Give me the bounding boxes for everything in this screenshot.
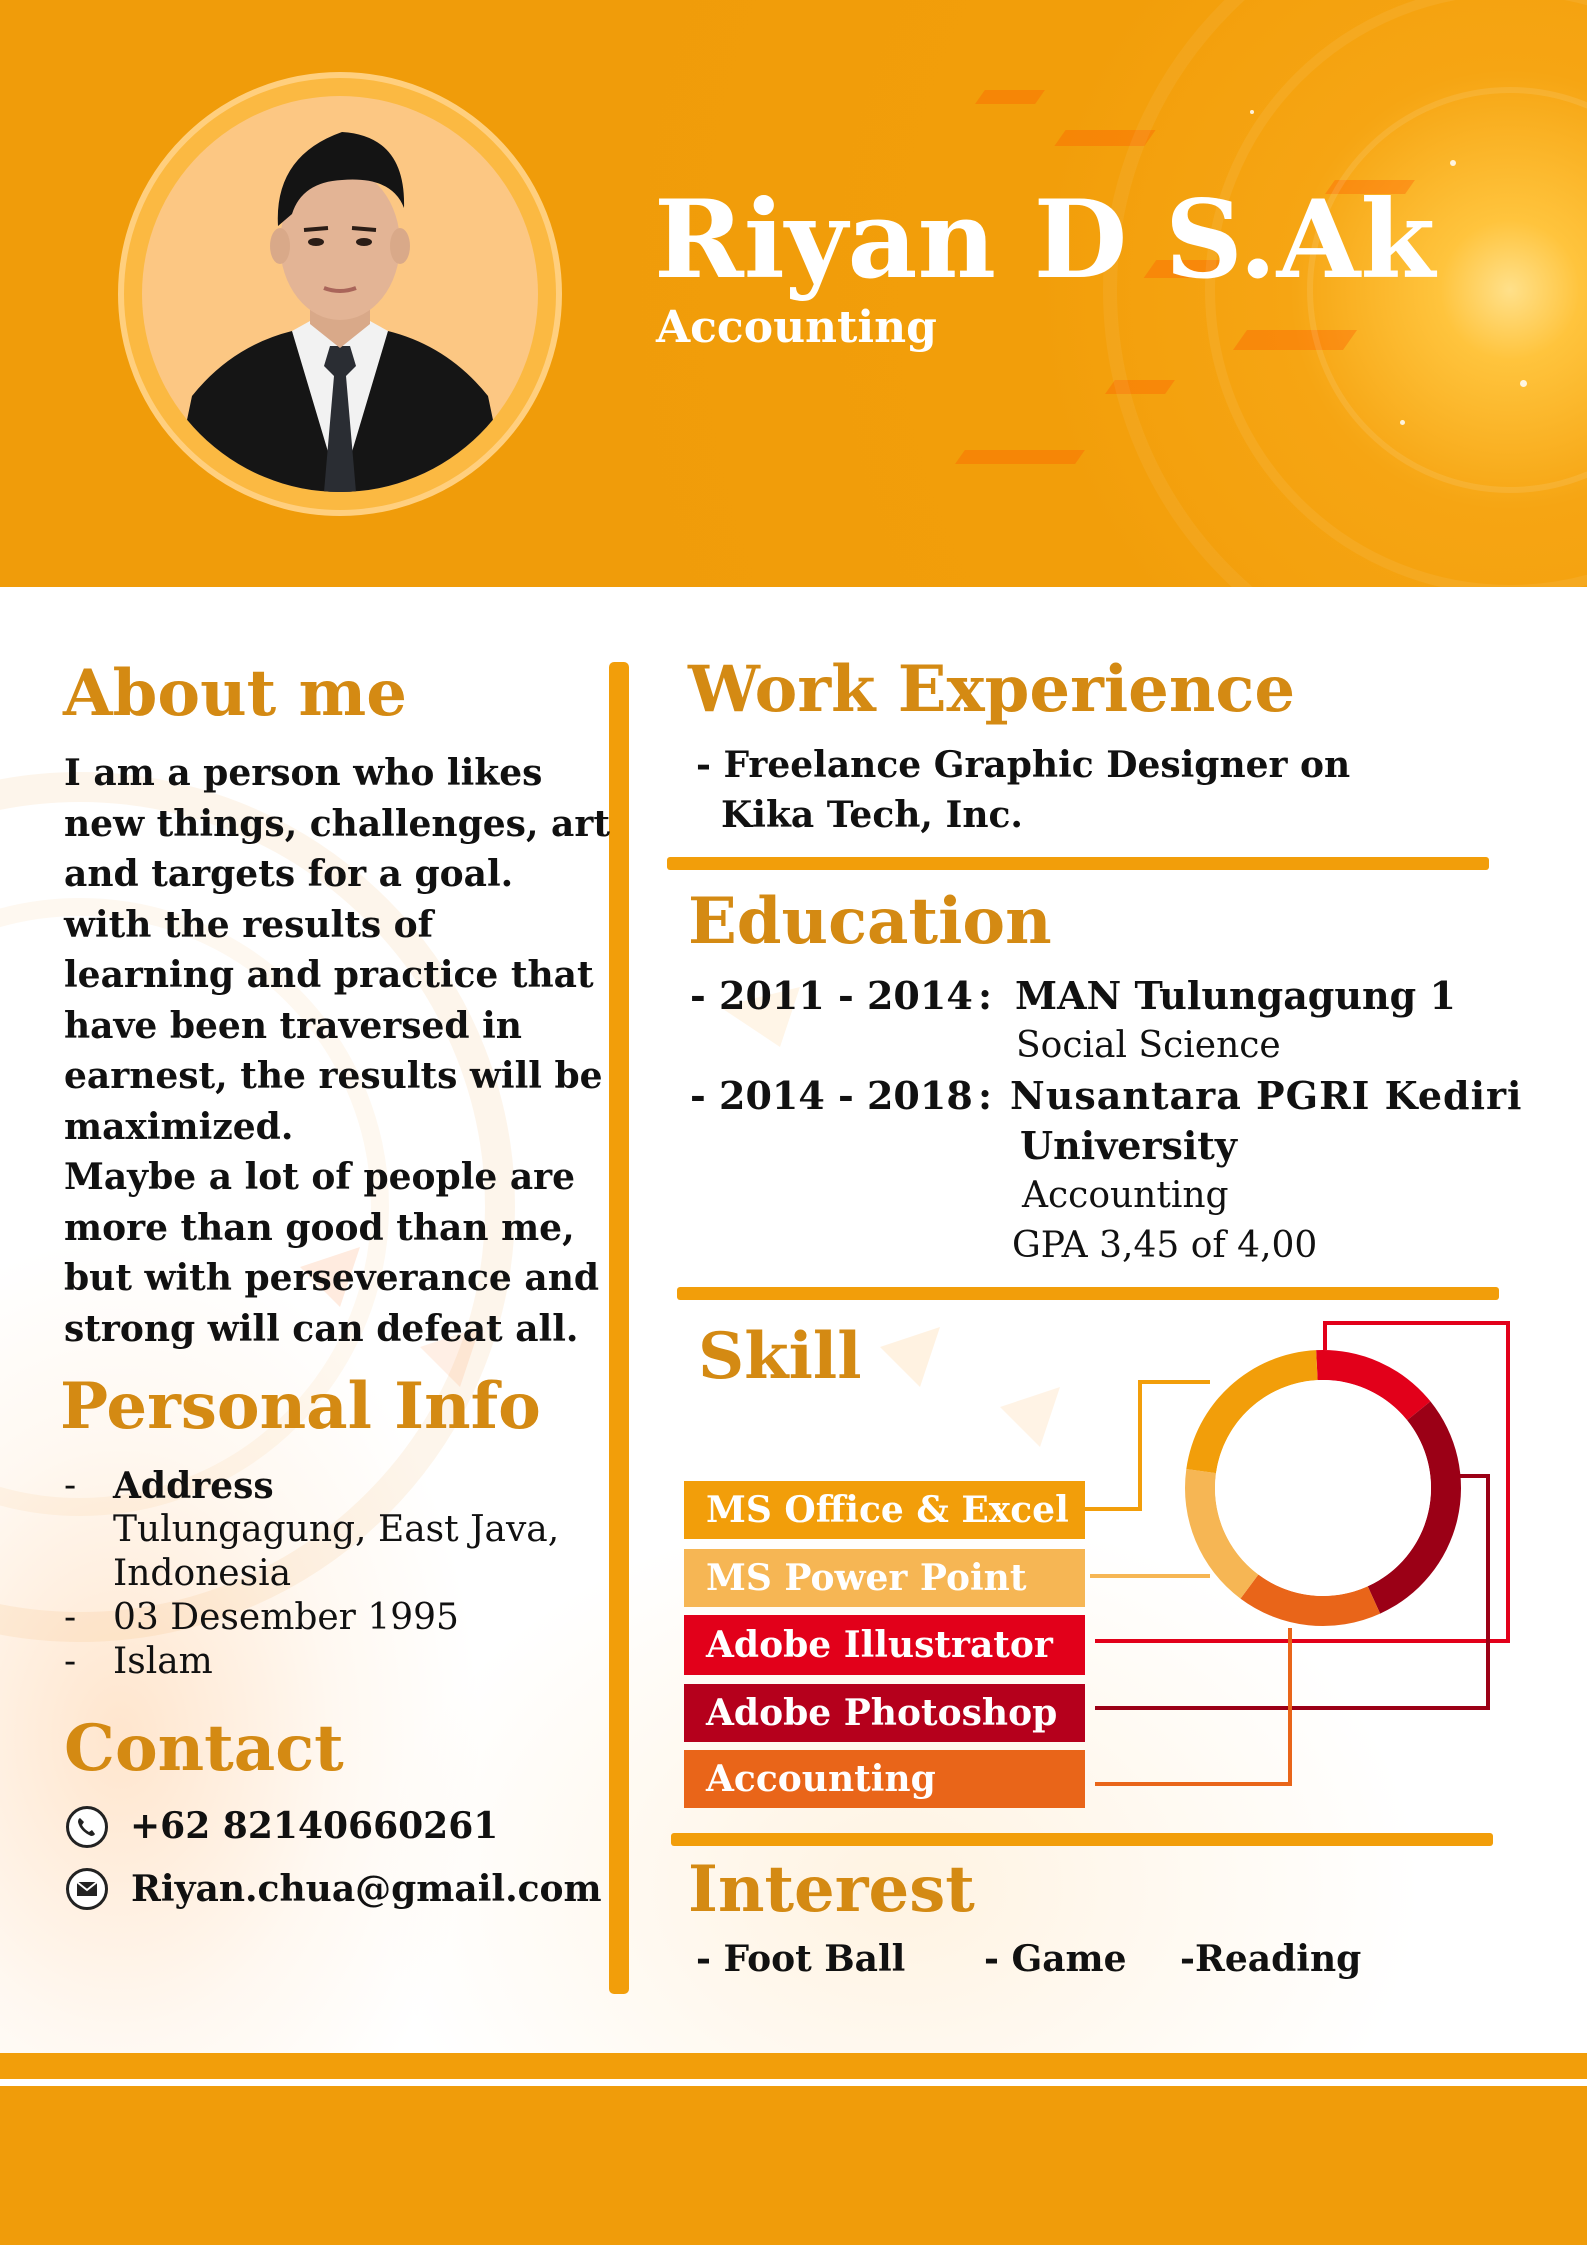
bullet: - xyxy=(64,1597,77,1638)
education-detail: Accounting xyxy=(1022,1175,1229,1216)
footer-stripe xyxy=(0,2053,1587,2079)
education-colon: : xyxy=(978,973,993,1018)
education-colon: : xyxy=(978,1073,993,1118)
about-line: earnest, the results will be xyxy=(64,1055,603,1097)
about-line: I am a person who likes xyxy=(64,752,543,794)
skill-title: Skill xyxy=(698,1319,862,1394)
phone-number[interactable]: +62 82140660261 xyxy=(130,1805,499,1847)
interest-item: - Foot Ball xyxy=(696,1938,906,1980)
education-school: University xyxy=(1020,1123,1237,1168)
education-period: - 2011 - 2014 xyxy=(690,973,973,1018)
about-line: Maybe a lot of people are xyxy=(64,1156,576,1198)
interest-item: - Game xyxy=(984,1938,1127,1980)
education-period: - 2014 - 2018 xyxy=(690,1073,973,1118)
person-role: Accounting xyxy=(656,302,937,353)
section-rule xyxy=(667,857,1489,870)
bullet: - xyxy=(64,1641,77,1682)
person-avatar-icon xyxy=(142,96,538,492)
email-address[interactable]: Riyan.chua@gmail.com xyxy=(131,1868,602,1910)
about-line: maximized. xyxy=(64,1105,294,1148)
skill-adobe-illustrator: Adobe Illustrator xyxy=(684,1615,1085,1675)
address-line: Tulungagung, East Java, xyxy=(113,1509,560,1550)
about-text xyxy=(64,748,610,1354)
skill-accounting: Accounting xyxy=(684,1750,1085,1808)
education-school: Nusantara PGRI Kediri xyxy=(1010,1073,1523,1118)
about-line: with the results of xyxy=(64,903,434,946)
skill-ms-office: MS Office & Excel xyxy=(684,1481,1085,1539)
about-line: strong will can defeat all. xyxy=(64,1307,579,1350)
birthdate: 03 Desember 1995 xyxy=(113,1597,459,1638)
religion: Islam xyxy=(113,1641,213,1682)
skill-donut-chart xyxy=(1183,1348,1463,1628)
address-label: Address xyxy=(113,1465,274,1507)
interest-item: -Reading xyxy=(1180,1938,1362,1980)
donut-center xyxy=(1215,1380,1431,1596)
work-line: - Freelance Graphic Designer on xyxy=(696,744,1351,786)
about-line: learning and practice that xyxy=(64,954,594,996)
about-line: new things, challenges, art xyxy=(64,802,610,845)
footer-band xyxy=(0,2086,1587,2245)
email-icon xyxy=(66,1868,108,1910)
contact-title: Contact xyxy=(64,1711,344,1786)
bullet: - xyxy=(64,1465,77,1506)
skill-adobe-photoshop: Adobe Photoshop xyxy=(684,1684,1085,1742)
education-detail: Social Science xyxy=(1016,1025,1281,1066)
work-line: Kika Tech, Inc. xyxy=(721,794,1023,836)
about-line: but with perseverance and xyxy=(64,1257,600,1299)
profile-photo xyxy=(142,96,538,492)
work-title: Work Experience xyxy=(688,652,1296,727)
about-line: more than good than me, xyxy=(64,1206,575,1249)
about-title: About me xyxy=(63,656,407,731)
phone-icon xyxy=(66,1806,108,1848)
address-line: Indonesia xyxy=(113,1553,292,1594)
education-detail: GPA 3,45 of 4,00 xyxy=(1012,1225,1318,1266)
section-rule xyxy=(671,1833,1493,1846)
personal-info-title: Personal Info xyxy=(60,1369,541,1444)
education-title: Education xyxy=(688,884,1052,959)
column-divider xyxy=(609,662,629,1994)
skill-ms-power-point: MS Power Point xyxy=(684,1549,1085,1607)
interest-title: Interest xyxy=(688,1852,975,1927)
about-line: have been traversed in xyxy=(64,1004,522,1047)
section-rule xyxy=(677,1287,1499,1300)
person-name: Riyan D S.Ak xyxy=(654,177,1436,303)
about-line: and targets for a goal. xyxy=(64,853,514,895)
education-school: MAN Tulungagung 1 xyxy=(1015,973,1456,1018)
